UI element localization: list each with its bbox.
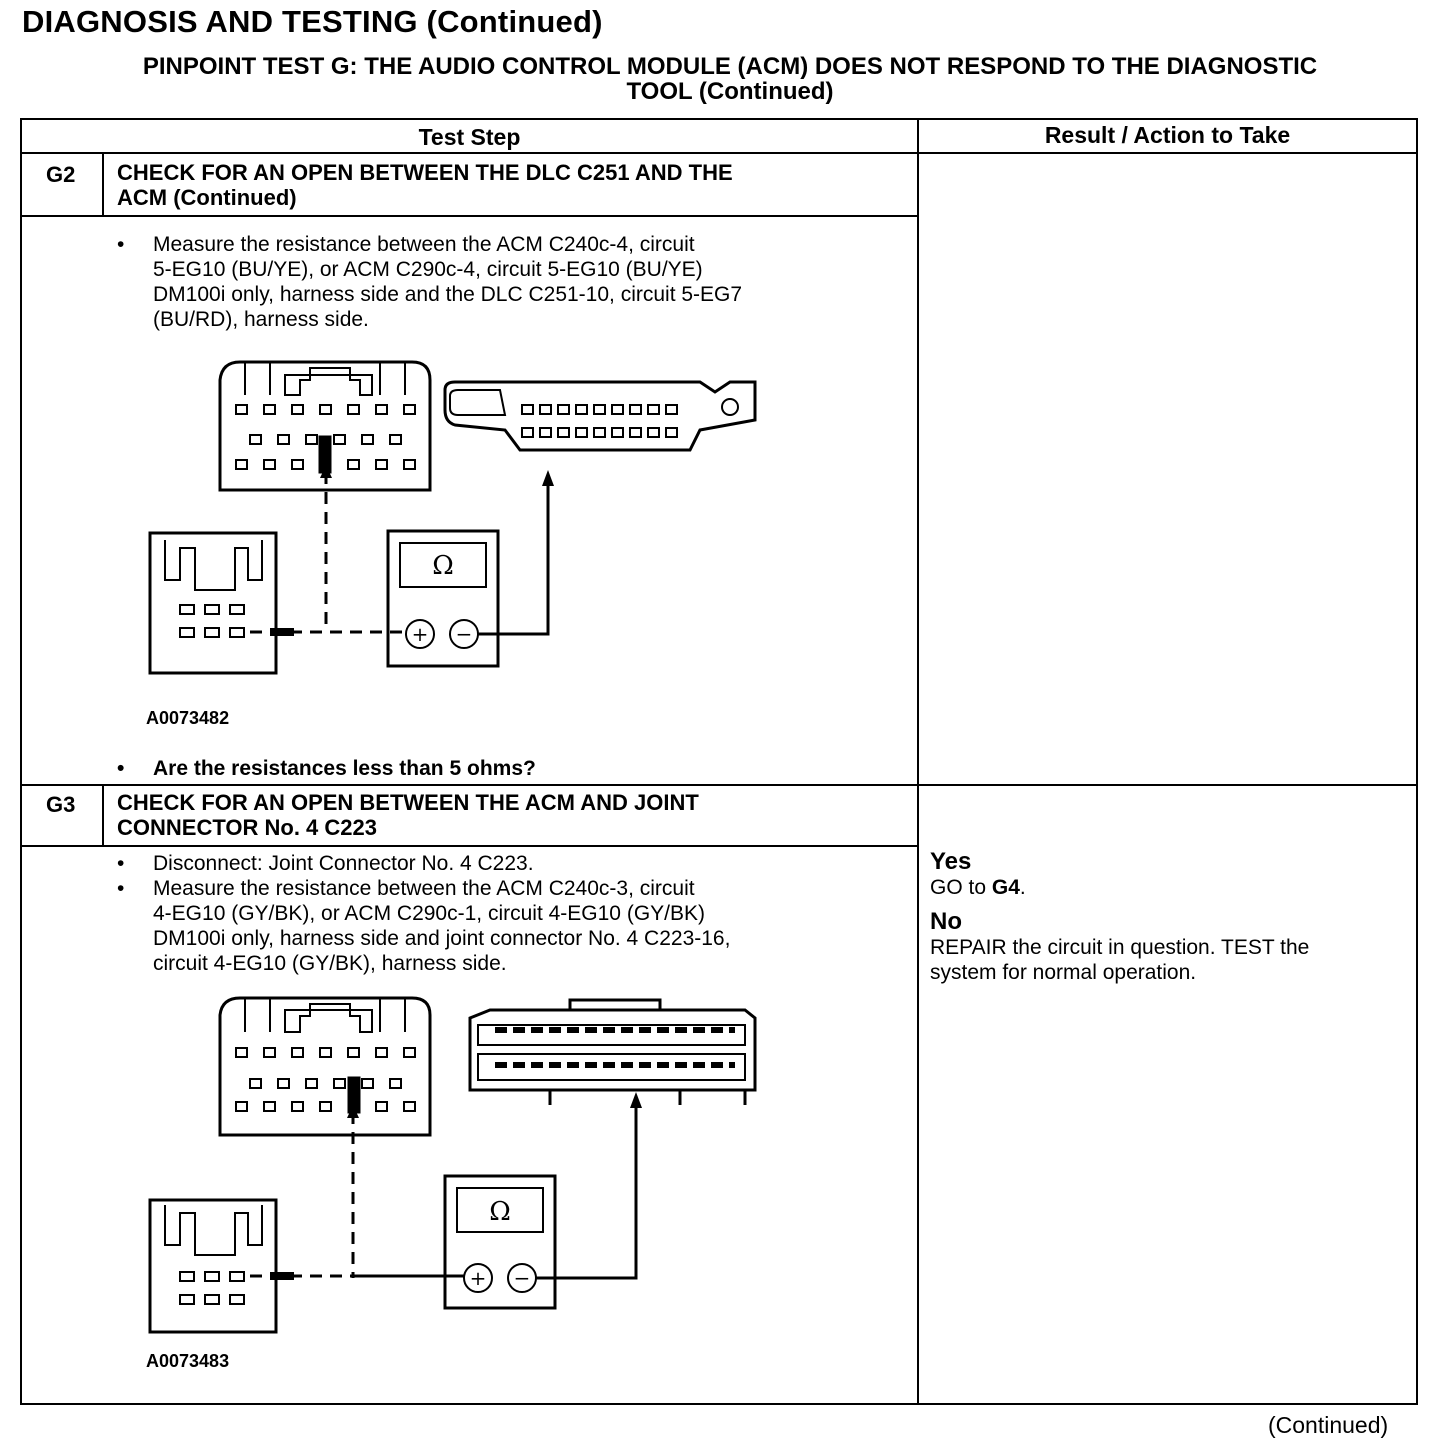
column-header-result: Result / Action to Take	[1044, 122, 1291, 148]
g2-bullet-1-line-2: 5-EG10 (BU/YE), or ACM C290c-4, circuit 5-EG10 (BU/YE)	[153, 258, 703, 281]
ohm-symbol: Ω	[489, 1197, 511, 1227]
test-title-line-1: PINPOINT TEST G: THE AUDIO CONTROL MODULE (ACM) DOES NOT RESPOND TO THE DIAGNOSTIC	[142, 53, 1318, 80]
g2-question-text: Are the resistances less than 5 ohms?	[153, 757, 536, 780]
step-id-g2: G2	[46, 162, 76, 187]
test-title-line-2: TOOL (Continued)	[626, 78, 834, 105]
g3-bullet-2-line-3: DM100i only, harness side and joint connector No. 4 C223-16,	[153, 927, 731, 950]
no-action-line-1: REPAIR the circuit in question. TEST the	[930, 936, 1310, 959]
g3-bullet-2-line-1: Measure the resistance between the ACM C240c-3, circuit	[153, 877, 695, 900]
joint-connector-icon	[470, 1000, 755, 1105]
g2-bullet-1-line-1: Measure the resistance between the ACM C240c-4, circuit	[153, 233, 695, 256]
g2-bullet-1-line-3: DM100i only, harness side and the DLC C251-10, circuit 5-EG7	[153, 283, 743, 306]
dlc-connector-icon	[445, 382, 755, 450]
plus-sign: +	[411, 622, 429, 646]
g3-bullet-2-line-4: circuit 4-EG10 (GY/BK), harness side.	[153, 952, 507, 975]
yes-action-suffix: .	[1019, 876, 1026, 899]
step-title-g2-line-2: ACM (Continued)	[117, 185, 297, 210]
g3-bullet-2	[117, 876, 731, 976]
result-yes-action	[930, 875, 1026, 900]
step-title-g3-line-2: CONNECTOR No. 4 C223	[117, 815, 377, 840]
acm-alt-connector-icon	[150, 1200, 276, 1332]
bullet-dot: •	[117, 233, 125, 256]
g3-bullet-1-line-1: Disconnect: Joint Connector No. 4 C223.	[153, 852, 534, 875]
bullet-dot: •	[117, 757, 125, 780]
probe-lead-solid	[478, 480, 548, 634]
acm-alt-connector-icon	[150, 533, 276, 673]
page-title: DIAGNOSIS AND TESTING (Continued)	[22, 4, 603, 39]
bullet-dot: •	[117, 852, 125, 875]
ohm-symbol: Ω	[432, 551, 454, 581]
step-title-g3	[117, 790, 699, 840]
minus-sign: −	[513, 1266, 531, 1290]
acm-connector-icon	[220, 998, 430, 1135]
g3-figure-id: A0073483	[146, 1351, 230, 1371]
g3-bullet-2-line-2: 4-EG10 (GY/BK), or ACM C290c-1, circuit 4-EG10 (GY/BK)	[153, 902, 705, 925]
step-id-g3: G3	[46, 792, 76, 817]
continued-footer: (Continued)	[1268, 1412, 1389, 1438]
g3-wiring-diagram	[0, 990, 920, 1370]
g2-question	[117, 756, 536, 781]
result-no-action	[930, 935, 1309, 985]
bullet-dot: •	[117, 877, 125, 900]
g2-bullet-1-line-4: (BU/RD), harness side.	[153, 308, 369, 331]
table-bottom-border	[20, 1403, 1418, 1405]
column-header-test-step: Test Step	[418, 124, 521, 150]
probe-lead-solid	[536, 1105, 636, 1278]
g2-figure-id: A0073482	[146, 708, 230, 728]
g3-id-divider	[102, 784, 104, 846]
result-no-label: No	[930, 908, 962, 935]
ohmmeter-icon	[445, 1176, 555, 1308]
table-right-border	[1416, 118, 1418, 1405]
minus-sign: −	[455, 622, 473, 646]
result-yes-label: Yes	[930, 848, 972, 875]
step-title-g2-line-1: CHECK FOR AN OPEN BETWEEN THE DLC C251 AND THE	[117, 160, 733, 185]
g3-title-bottom-border	[20, 845, 919, 847]
plus-sign: +	[469, 1266, 487, 1290]
yes-action-prefix: GO to	[930, 876, 992, 899]
step-title-g3-line-1: CHECK FOR AN OPEN BETWEEN THE ACM AND JOINT	[117, 790, 699, 815]
yes-action-target: G4	[991, 876, 1020, 899]
no-action-line-2: system for normal operation.	[930, 961, 1197, 984]
g3-bullet-1	[117, 851, 534, 876]
g2-wiring-diagram	[0, 0, 920, 790]
